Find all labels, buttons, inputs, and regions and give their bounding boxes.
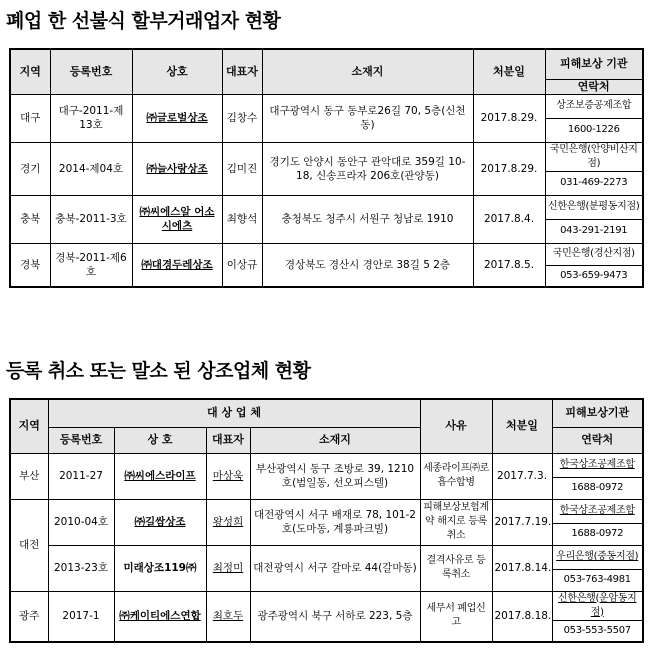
cell-rep: 최호두 — [206, 591, 250, 642]
header-address: 소재지 — [250, 427, 420, 453]
header-compensation-org: 피해보상 기관 — [545, 49, 643, 79]
cell-address: 대전광역시 서구 갈마로 44(갈마동) — [250, 545, 420, 591]
cell-reg-no: 2011-27 — [48, 453, 114, 499]
cell-phone: 1688-0972 — [552, 477, 643, 499]
header-compensation-org: 피해보상기관 — [552, 399, 643, 427]
cell-phone: 053-553-5507 — [552, 620, 643, 642]
cell-org: 국민은행(안양비산지점) — [545, 142, 643, 171]
cell-date: 2017.8.29. — [473, 142, 545, 195]
cell-address: 대전광역시 서구 배재로 78, 101-2호(도마동, 계룡파크빌) — [250, 499, 420, 545]
cell-region: 대구 — [10, 94, 50, 142]
cell-rep: 최향석 — [222, 195, 262, 243]
header-company: 상 호 — [114, 427, 206, 453]
header-region: 지역 — [10, 49, 50, 94]
cell-company: ㈜씨에스라이프 — [114, 453, 206, 499]
header-date: 처분일 — [473, 49, 545, 94]
header-reg-no: 등록번호 — [48, 427, 114, 453]
region-label: 대전 — [19, 539, 40, 551]
cell-company: ㈜길쌈상조 — [114, 499, 206, 545]
cell-phone: 053-763-4981 — [552, 569, 643, 591]
cell-org: 상조보증공제조합 — [545, 94, 643, 118]
cell-rep: 왕성희 — [206, 499, 250, 545]
cell-reg-no: 2013-23호 — [48, 545, 114, 591]
cell-org: 국민은행(경산지점) — [545, 243, 643, 265]
cell-date: 2017.8.29. — [473, 94, 545, 142]
header-company: 상호 — [132, 49, 222, 94]
cell-phone: 1600-1226 — [545, 118, 643, 142]
header-reg-no: 등록번호 — [50, 49, 132, 94]
header-contact: 연락처 — [545, 79, 643, 94]
cell-rep: 김창수 — [222, 94, 262, 142]
cell-phone: 053-659-9473 — [545, 265, 643, 287]
header-target-group: 대 상 업 체 — [48, 399, 420, 427]
cell-org: 한국상조공제조합 — [552, 453, 643, 477]
cell-phone: 1688-0972 — [552, 523, 643, 545]
cell-date: 2017.8.4. — [473, 195, 545, 243]
cell-address: 부산광역시 동구 조방로 39, 1210호(범일동, 선오피스텔) — [250, 453, 420, 499]
cell-reason: 세무서 폐업신고 — [420, 591, 492, 642]
header-rep: 대표자 — [206, 427, 250, 453]
cell-company: ㈜글로벌상조 — [132, 94, 222, 142]
cell-address: 광주광역시 북구 서하로 223, 5층 — [250, 591, 420, 642]
cell-reg-no: 충북-2011-3호 — [50, 195, 132, 243]
cell-reason: 피해보상보험계약 해지로 등록취소 — [420, 499, 492, 545]
cell-reason: 세종라이프㈜로 흡수합병 — [420, 453, 492, 499]
cell-region: 경북 — [10, 243, 50, 287]
cancelled-business-table — [9, 398, 644, 643]
cell-date: 2017.7.19. — [492, 499, 552, 545]
cell-company: ㈜케이티에스연합 — [114, 591, 206, 642]
cell-region: 부산 — [10, 453, 48, 499]
cell-company: ㈜대경두레상조 — [132, 243, 222, 287]
cell-reg-no: 경북-2011-제6호 — [50, 243, 132, 287]
cell-reg-no: 2014-제04호 — [50, 142, 132, 195]
cell-org: 신한은행(분평동지점) — [545, 195, 643, 219]
cell-address: 대구광역시 동구 동부로26길 70, 5층(신천동) — [262, 94, 473, 142]
cell-company: 미래상조119㈜ — [114, 545, 206, 591]
header-region: 지역 — [10, 399, 48, 453]
cell-phone: 043-291-2191 — [545, 219, 643, 243]
cell-address: 경상북도 경산시 경안로 38길 5 2층 — [262, 243, 473, 287]
cell-rep: 이상규 — [222, 243, 262, 287]
cell-phone: 031-469-2273 — [545, 171, 643, 195]
cell-company: ㈜늘사랑상조 — [132, 142, 222, 195]
cell-reg-no: 2017-1 — [48, 591, 114, 642]
cell-region: 충북 — [10, 195, 50, 243]
cell-rep: 김미진 — [222, 142, 262, 195]
cell-region: 경기 — [10, 142, 50, 195]
cell-address: 충청북도 청주시 서원구 청남로 1910 — [262, 195, 473, 243]
cell-company: ㈜씨에스알 어소시에츠 — [132, 195, 222, 243]
cell-date: 2017.8.5. — [473, 243, 545, 287]
cell-reg-no: 대구-2011-제13호 — [50, 94, 132, 142]
cell-reason: 결격사유로 등록취소 — [420, 545, 492, 591]
cell-org: 우리은행(중동지점) — [552, 545, 643, 569]
cell-date: 2017.8.18. — [492, 591, 552, 642]
cell-region-daejeon — [10, 499, 48, 591]
cell-rep: 마상욱 — [206, 453, 250, 499]
cell-reg-no: 2010-04호 — [48, 499, 114, 545]
cell-region: 광주 — [10, 591, 48, 642]
cell-date: 2017.8.14. — [492, 545, 552, 591]
header-contact: 연락처 — [552, 427, 643, 453]
cell-date: 2017.7.3. — [492, 453, 552, 499]
cell-org: 신한은행(운암동지점) — [552, 591, 643, 620]
cell-address: 경기도 안양시 동안구 관악대로 359길 10-18, 신송프라자 206호(관양동) — [262, 142, 473, 195]
table1-title: 폐업 한 선불식 할부거래업자 현황 — [6, 10, 281, 32]
cell-org: 한국상조공제조합 — [552, 499, 643, 523]
closed-business-table — [9, 48, 644, 288]
header-rep: 대표자 — [222, 49, 262, 94]
table2-title: 등록 취소 또는 말소 된 상조업체 현황 — [6, 360, 311, 382]
header-address: 소재지 — [262, 49, 473, 94]
header-date: 처분일 — [492, 399, 552, 453]
header-reason: 사유 — [420, 399, 492, 453]
cell-rep: 최정미 — [206, 545, 250, 591]
